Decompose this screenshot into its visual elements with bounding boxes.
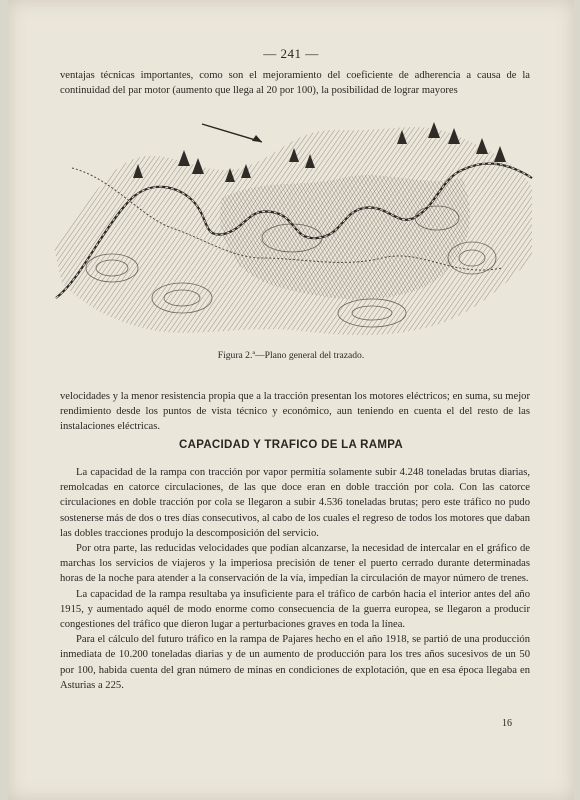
route-map-figure (42, 108, 536, 346)
after-figure-paragraph: velocidades y la menor resistencia propia que a la tracción presentan los motores eléctricos; en suma, su mejor rendimiento desde los puntos de vista técnico y económico, aun teniendo en cuenta el del resto de las instalaciones eléctricas. (60, 391, 530, 433)
body-paragraph: La capacidad de la rampa resultaba ya insuficiente para el tráfico de carbón hacia el interior antes del año 1915, y aumentado aquél de modo enorme como consecuencia de la guerra europea, se llegaron a producir congestiones del tráfico que dieron lugar a perturbaciones graves en toda la línea. (60, 588, 530, 631)
intro-text-block (60, 68, 530, 98)
page-number: — 241 — (263, 46, 319, 61)
figure-caption: Figura 2.ª—Plano general del trazado. (217, 350, 365, 361)
body-paragraph: Por otra parte, las reducidas velocidades que podían alcanzarse, la necesidad de intercalar en el gráfico de marchas los servicios de viajeros y la imperiosa precisión de tener el puerto cerrado durante determinadas horas de la noche para atender a la conservación de la vía, impedían la circulación de mayor número de trenes. (60, 543, 530, 585)
intro-paragraph: ventajas técnicas importantes, como son el mejoramiento del coeficiente de adherencia a causa de la continuidad del par motor (aumento que llega al 20 por 100), la posibilidad de lograr mayores (60, 70, 530, 97)
body-paragraph: La capacidad de la rampa con tracción por vapor permitía solamente subir 4.248 toneladas brutas diarias, remolcadas en catorce circulaciones, de las que doce eran en doble tracción por cola. Con las catorce circulaciones en doble tracción por cola se llegaron a subir 4.536 toneladas brutas; pero este tráfico no pudo sostenerse más de dos o tres días consecutivos, al cabo de los cuales el regreso de todos los motores que daban las dobles tracciones produjo la descomposición del servicio. (60, 467, 530, 539)
document-page (8, 0, 574, 800)
after-figure-text-block (60, 389, 530, 435)
signature-marker: 16 (502, 718, 512, 729)
section-body (60, 465, 530, 693)
section-heading: CAPACIDAD Y TRAFICO DE LA RAMPA (179, 439, 403, 451)
body-paragraph: Para el cálculo del futuro tráfico en la rampa de Pajares hecho en el año 1918, se partió de una producción inmediata de 10.200 toneladas diarias y de un aumento de producción para los tres años sucesivos de un 50 por 100, habida cuenta del gran número de minas en condiciones de explotación, que en esa época llegaba en Asturias a 225. (60, 634, 530, 691)
